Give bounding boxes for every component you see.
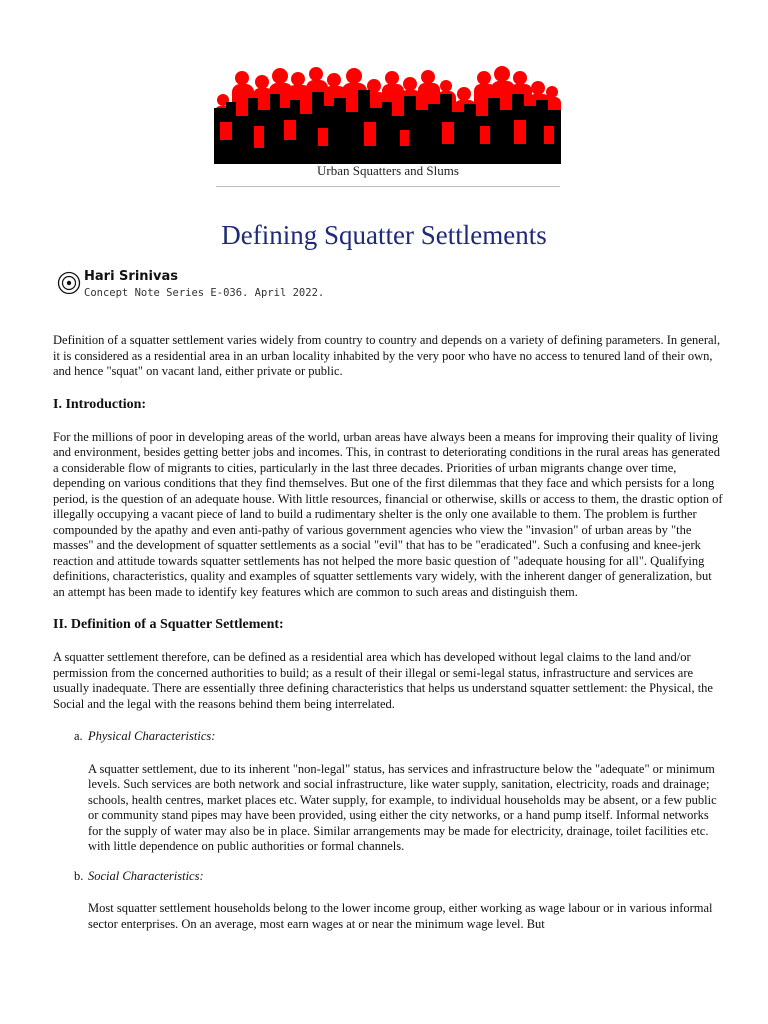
- list-marker: b.: [74, 868, 84, 883]
- section-heading: I. Introduction:: [53, 396, 147, 412]
- characteristic-title: Physical Characteristics:: [88, 729, 216, 743]
- intro-paragraph: Definition of a squatter settlement varies widely from country to country and depends on a variety of defining parameters. In general, it is considered as a residential area in an urban locality inhabited by the very poor who have no access to tenured land of their own, and hence "squat" on vacant land, either private or public.: [53, 333, 721, 378]
- crowd-skyline-banner: [214, 64, 561, 164]
- list-item: [53, 729, 723, 855]
- characteristic-title: Social Characteristics:: [88, 868, 204, 883]
- section-heading: II. Definition of a Squatter Settlement:: [53, 617, 284, 632]
- section-paragraph: For the millions of poor in developing areas of the world, urban areas have always been a means for improving their quality of living and environment, besides getting better jobs and incomes. This, in contrast to deteriorating conditions in the rural areas has generated a considerable flow of migrants to cities, particularly in the last three decades. Priorities of urban migrants change over time, depending on various conditions that they find themselves. But one of the first dilemmas that they face and which persists for a long period, is the question of an adequate house. With little resources, financial or otherwise, skills or access to them, the drastic option of illegally occupying a vacant piece of land to build a rudimentary shelter is the only one available to them. The problem is further compounded by the apathy and even anti-pathy of various government agencies who view the "invasion" of urban areas by "the masses" and the development of squatter settlements as a social "evil" that has to be "eradicated". Such a confusing and knee-jerk reaction and attitude towards squatter settlements has not helped the more basic question of "adequate housing for all". Qualifying definitions, characteristics, quality and examples of squatter settlements vary widely, with the inherent danger of generalization, but an attempt has been made to identify key features which are common to such areas and distinguish them.: [53, 429, 723, 599]
- characteristic-text: Most squatter settlement households belong to the lower income group, either working as wage labour or in various informal sector enterprises. On an average, most earn wages at or near the minimum wage level. But: [88, 901, 713, 931]
- author-meta: Concept Note Series E-036. April 2022.: [84, 287, 325, 299]
- page-title: Defining Squatter Settlements: [221, 220, 547, 251]
- header-divider: [216, 186, 560, 187]
- list-marker: a.: [74, 729, 83, 743]
- section-paragraph: A squatter settlement therefore, can be defined as a residential area which has developed without legal claims to the land and/or permission from the concerned authorities to build; as a result of their illegal or semi-legal status, infrastructure and services are usually inadequate. There are essentially three defining characteristics that helps us understand squatter settlement: the Physical, the Social and the legal with the reasons behind them being interrelated.: [53, 650, 713, 711]
- characteristics-list: [53, 729, 723, 932]
- author-name: Hari Srinivas: [84, 269, 178, 284]
- list-item: [53, 869, 723, 933]
- author-circle-icon: [57, 271, 81, 295]
- series-title: Urban Squatters and Slums: [317, 163, 459, 178]
- characteristic-text: A squatter settlement, due to its inherent "non-legal" status, has services and infrastructure below the "adequate" or minimum levels. Such services are both network and social infrastructure, like water supply, sanitation, electricity, roads and drainage; schools, health centres, market places etc. Water supply, for example, to individual households may be absent, or a few public or community stand pipes may have been provided, using either the city networks, or a hand pump itself. Informal networks for the supply of water may also be in place. Similar arrangements may be made for electricity, drainage, toilet facilities etc. with little dependence on public authorities or formal channels.: [88, 761, 717, 853]
- crowd-skyline-icon: [214, 64, 561, 164]
- article-body: [53, 333, 723, 946]
- author-block: [57, 268, 477, 304]
